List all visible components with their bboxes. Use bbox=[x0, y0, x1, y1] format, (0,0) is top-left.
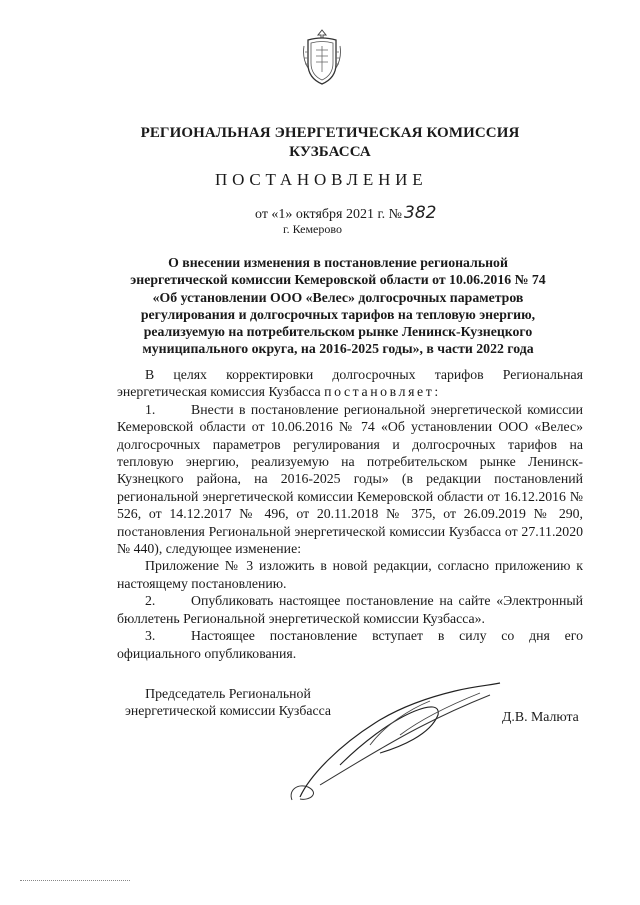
coat-of-arms-icon bbox=[302, 28, 342, 86]
item-2 bbox=[117, 592, 583, 627]
item-1-subparagraph: Приложение № 3 изложить в новой редакции, согласно приложению к настоящему постановлению. bbox=[117, 558, 583, 591]
signatory-title-line2: энергетической комиссии Кузбасса bbox=[124, 703, 332, 719]
document-number: 382 bbox=[404, 203, 437, 223]
intro-paragraph bbox=[117, 366, 583, 401]
subject-line: регулирования и долгосрочных тарифов на тепловую энергию, bbox=[140, 306, 536, 322]
document-date-line bbox=[255, 203, 436, 223]
signatory-title-line1: Председатель Региональной bbox=[145, 686, 311, 701]
decree-word: постановляет: bbox=[324, 384, 441, 400]
item-text: Настоящее постановление вступает в силу со дня его официального опубликования. bbox=[117, 628, 583, 661]
subject-line: муниципального округа, на 2016-2025 годы», в части 2022 года bbox=[142, 341, 534, 357]
item-number: 2. bbox=[145, 593, 156, 609]
organization-name-line1: РЕГИОНАЛЬНАЯ ЭНЕРГЕТИЧЕСКАЯ КОМИССИЯ bbox=[140, 125, 520, 141]
organization-name-line2: КУЗБАССА bbox=[289, 144, 371, 160]
document-body bbox=[117, 366, 583, 662]
subject-line: реализуемую на потребительском рынке Ленинск-Кузнецкого bbox=[143, 324, 533, 340]
document-type: ПОСТАНОВЛЕНИЕ bbox=[215, 170, 428, 189]
item-1 bbox=[117, 401, 583, 558]
signatory-title bbox=[118, 685, 338, 720]
item-text: Внести в постановление региональной энергетической комиссии Кемеровской области от 10.06.2016 № 74 «Об установлении ООО «Велес» долгосрочных параметров регулирования и долгосрочных тарифов на тепловую энергию, реализуемую на потребительском рынке Ленинск-Кузнецкого района, на 2016-2025 годы» (в редакции постановлений региональной энергетической комиссии Кемеровской области от 16.12.2016 № 526, от 14.12.2017 № 496, от 20.11.2018 № 375, от 26.09.2019 № 290, постановления Региональной энергетической комиссии Кузбасса от 27.11.2020 № 440), следующее изменение: bbox=[117, 401, 583, 557]
item-text: Опубликовать настоящее постановление на сайте «Электронный бюллетень Региональной энергетической комиссии Кузбасса». bbox=[117, 593, 583, 626]
subject-line: энергетической комиссии Кемеровской области от 10.06.2016 № 74 bbox=[130, 272, 546, 288]
item-3 bbox=[117, 627, 583, 662]
document-city: г. Кемерово bbox=[283, 222, 342, 236]
item-number: 1. bbox=[145, 401, 156, 417]
intro-text: В целях корректировки долгосрочных тарифов Региональная энергетическая комиссия Кузбасса bbox=[117, 367, 583, 400]
organization-name bbox=[130, 124, 530, 162]
signatory-name: Д.В. Малюта bbox=[502, 709, 579, 724]
item-number: 3. bbox=[145, 628, 156, 644]
document-subject bbox=[118, 254, 558, 358]
document-date: от «1» октября 2021 г. № bbox=[255, 207, 403, 222]
subject-line: О внесении изменения в постановление региональной bbox=[168, 255, 508, 270]
subject-line: «Об установлении ООО «Велес» долгосрочных параметров bbox=[152, 289, 524, 305]
footer-divider bbox=[20, 880, 130, 881]
